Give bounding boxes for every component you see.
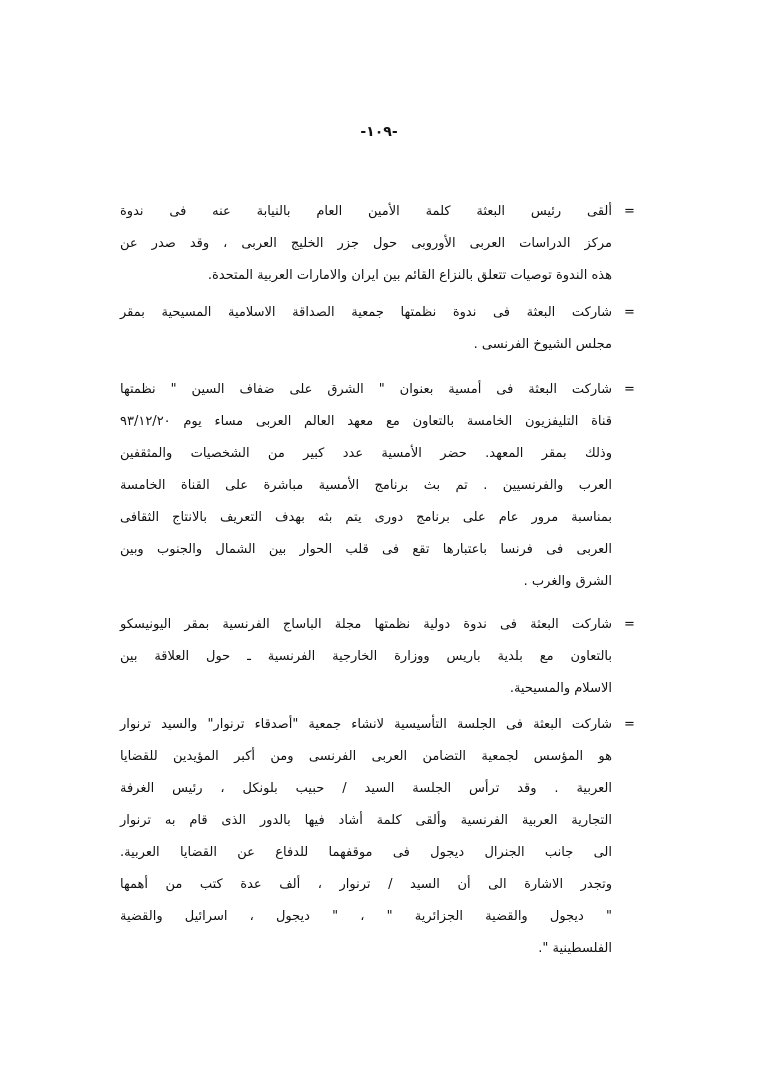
bullet-marker: = (624, 305, 635, 320)
text-line: هذه الندوة توصيات تتعلق بالنزاع القائم بين ايران والامارات العربية المتحدة. (207, 268, 612, 283)
text-line: شاركت البعثة فى الجلسة التأسيسية لانشاء جمعية "أصدقاء ترنوار" والسيد ترنوار (120, 717, 612, 732)
text-line: العربى فى فرنسا باعتبارها تقع فى قلب الحوار بين الشمال والجنوب وبين (120, 542, 612, 557)
text-line: الى جانب الجنرال ديجول فى موقفهما للدفاع عن القضايا العربية. (120, 845, 612, 860)
text-line: الشرق والغرب . (523, 574, 612, 589)
text-line: العرب والفرنسيين . تم بث برنامج الأمسية مباشرة على القناة الخامسة (120, 478, 612, 493)
text-line: شاركت البعثة فى أمسية بعنوان " الشرق على ضفاف السين " نظمتها (120, 382, 612, 397)
paragraph (120, 374, 612, 598)
text-line: قناة التليفزيون الخامسة بالتعاون مع معهد العالم العربى مساء يوم ٩٣/١٢/٢٠ (120, 414, 612, 429)
text-line: مركز الدراسات العربى الأوروبى حول جزر الخليج العربى ، وقد صدر عن (120, 236, 612, 251)
text-line: بمناسبة مرور عام على برنامج دورى يتم بثه بهدف التعريف بالانتاج الثقافى (120, 510, 612, 525)
text-line: وذلك بمقر المعهد. حضر الأمسية عدد كبير من الشخصيات والمثقفين (120, 446, 612, 461)
bullet-marker: = (624, 204, 635, 219)
text-line: شاركت البعثة فى ندوة نظمتها جمعية الصداقة الاسلامية المسيحية بمقر (120, 305, 612, 320)
text-line: الفلسطينية ". (538, 941, 612, 956)
paragraph (120, 196, 612, 292)
paragraph (120, 709, 612, 965)
text-line: " ديجول والقضية الجزائرية " ، " ديجول ، اسرائيل والقضية (120, 909, 612, 924)
text-line: التجارية العربية الفرنسية وألقى كلمة أشاد فيها بالدور الذى قام به ترنوار (120, 813, 612, 828)
text-line: شاركت البعثة فى ندوة دولية نظمتها مجلة الباساج الفرنسية بمقر اليونيسكو (120, 617, 612, 632)
text-line: بالتعاون مع بلدية باريس ووزارة الخارجية الفرنسية ـ حول العلاقة بين (120, 649, 612, 664)
bullet-marker: = (624, 617, 635, 632)
text-line: العربية . وقد ترأس الجلسة السيد / حبيب بلونكل ، رئيس الغرفة (120, 781, 612, 796)
paragraph (120, 297, 612, 361)
text-line: الاسلام والمسيحية. (509, 681, 612, 696)
bullet-marker: = (624, 717, 635, 732)
text-line: ألقى رئيس البعثة كلمة الأمين العام بالنيابة عنه فى ندوة (120, 204, 612, 219)
text-line: وتجدر الاشارة الى أن السيد / ترنوار ، ألف عدة كتب من أهمها (120, 877, 612, 892)
text-line: هو المؤسس لجمعية التضامن العربى الفرنسى ومن أكبر المؤيدين للقضايا (120, 749, 612, 764)
bullet-marker: = (624, 382, 635, 397)
page-number: -١٠٩- (360, 124, 398, 140)
paragraph (120, 609, 612, 705)
text-line: مجلس الشيوخ الفرنسى . (473, 337, 612, 352)
